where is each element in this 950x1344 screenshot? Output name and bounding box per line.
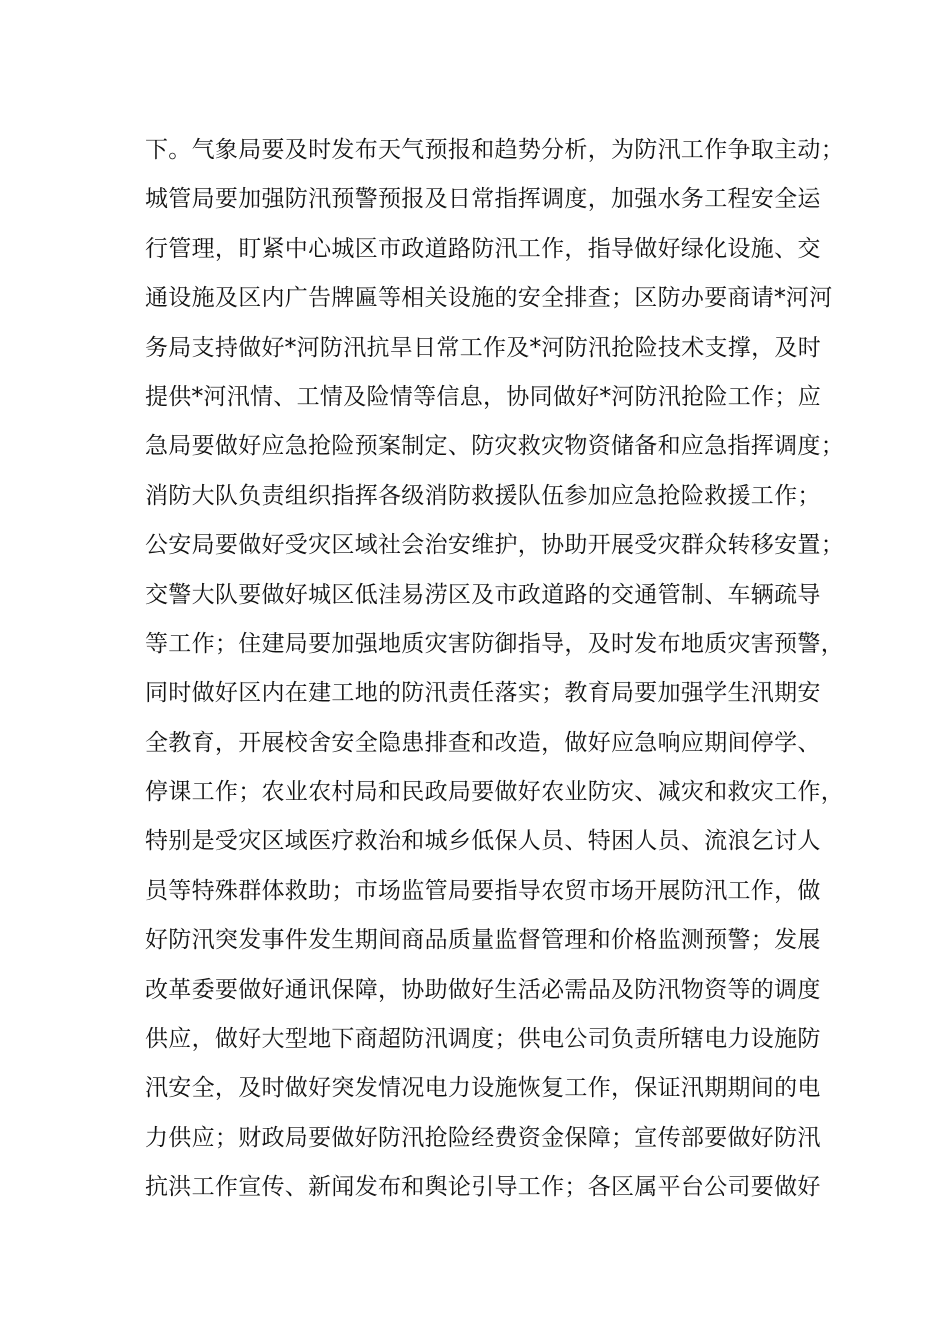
- text-line: 特别是受灾区域医疗救治和城乡低保人员、特困人员、流浪乞讨人: [145, 828, 821, 855]
- text-line: 汛安全，及时做好突发情况电力设施恢复工作，保证汛期期间的电: [145, 1075, 821, 1102]
- text-line: 消防大队负责组织指挥各级消防救援队伍参加应急抢险救援工作；: [145, 482, 821, 509]
- text-line: 务局支持做好*河防汛抗旱日常工作及*河防汛抢险技术支撑，及时: [145, 334, 821, 361]
- text-line: 改革委要做好通讯保障，协助做好生活必需品及防汛物资等的调度: [145, 976, 821, 1003]
- text-line: 下。气象局要及时发布天气预报和趋势分析，为防汛工作争取主动；: [145, 137, 844, 163]
- text-line: 停课工作；农业农村局和民政局要做好农业防灾、减灾和救灾工作，: [145, 779, 844, 806]
- body-paragraph: [145, 126, 844, 1213]
- text-line: 公安局要做好受灾区域社会治安维护，协助开展受灾群众转移安置；: [145, 532, 844, 559]
- text-line: 城管局要加强防汛预警预报及日常指挥调度，加强水务工程安全运: [145, 186, 821, 213]
- text-line: 好防汛突发事件发生期间商品质量监督管理和价格监测预警；发展: [145, 927, 821, 954]
- text-line: 通设施及区内广告牌匾等相关设施的安全排查；区防办要商请*河河: [145, 285, 833, 312]
- text-line: 行管理，盯紧中心城区市政道路防汛工作，指导做好绿化设施、交: [145, 235, 821, 262]
- text-line: 全教育，开展校舍安全隐患排查和改造，做好应急响应期间停学、: [145, 729, 821, 756]
- text-line: 提供*河汛情、工情及险情等信息，协同做好*河防汛抢险工作；应: [145, 383, 821, 410]
- text-line: 力供应；财政局要做好防汛抢险经费资金保障；宣传部要做好防汛: [145, 1124, 821, 1151]
- text-line: 供应，做好大型地下商超防汛调度；供电公司负责所辖电力设施防: [145, 1026, 821, 1053]
- text-line: 交警大队要做好城区低洼易涝区及市政道路的交通管制、车辆疏导: [145, 581, 821, 608]
- text-line: 急局要做好应急抢险预案制定、防灾救灾物资储备和应急指挥调度；: [145, 433, 844, 460]
- text-line: 员等特殊群体救助；市场监管局要指导农贸市场开展防汛工作，做: [145, 877, 821, 904]
- text-line: 同时做好区内在建工地的防汛责任落实；教育局要加强学生汛期安: [145, 680, 821, 707]
- text-line: 抗洪工作宣传、新闻发布和舆论引导工作；各区属平台公司要做好: [145, 1174, 821, 1201]
- text-line: 等工作；住建局要加强地质灾害防御指导，及时发布地质灾害预警，: [145, 630, 844, 657]
